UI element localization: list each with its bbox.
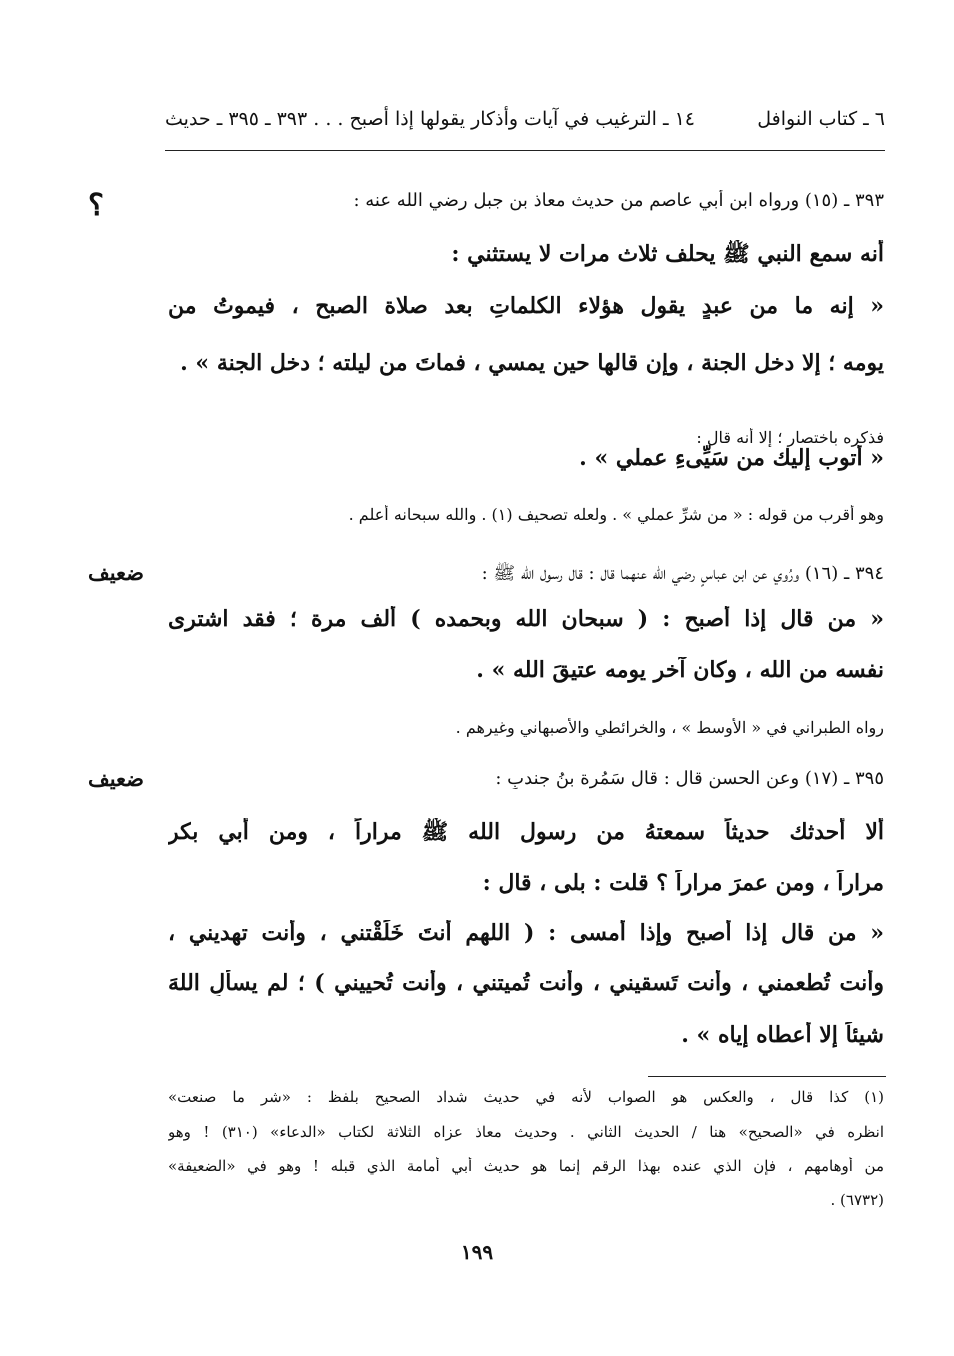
- header-section: ١٤ ـ الترغيب في آيات وأذكار يقولها إذا أصبح . . . ٣٩٣ ـ ٣٩٥ ـ حديث: [165, 108, 695, 130]
- hadith-393-line-2: « إنه ما من عبدٍ يقول هؤلاء الكلماتِ بعد صلاة الصبح ، فيموتُ من: [168, 293, 884, 319]
- margin-grade-394: ضعيف: [87, 560, 144, 585]
- header-divider: [165, 150, 885, 151]
- margin-question-mark: ؟: [88, 188, 104, 223]
- header-chapter: ٦ ـ كتاب النوافل: [757, 108, 885, 130]
- hadith-395-line-4: وأنت تُطعمني ، وأنت تَسقيني ، وأنت تُميتني ، وأنت تُحييني ) ؛ لم يسأَلِ اللهَ: [168, 970, 884, 996]
- hadith-394-line-1: « من قال إذا أَصبح : ( سبحان الله وبحمده ) ألف مرة ؛ فقد اشترى: [168, 606, 884, 632]
- footnote-line-1: (١) كذا قال ، والعكس هو الصواب لأنه في حديث شداد الصحيح بلفظ : «شر ما صنعت»: [168, 1088, 884, 1106]
- hadith-394-line-2: نفسه من الله ، وكان آخر يومه عتيقَ الله » .: [476, 657, 884, 683]
- footnote-line-2: انظره في «الصحيح» هنا / الحديث الثاني . وحديث معاذ عزاه الثلاثة لكتاب «الدعاء» (٣١٠) ! وهو: [168, 1123, 884, 1141]
- footnote-line-3: من أوهامهم ، فإن الذي عنده بهذا الرقم إنما هو حديث أبي أمامة الذي قبله ! وهو في «الضعيفة»: [168, 1157, 884, 1175]
- hadith-395-line-2: مراراً ، ومن عمرَ مراراً ؟ قلت : بلى ، قال :: [482, 870, 884, 896]
- footnote-divider: [648, 1076, 886, 1077]
- page-number: ١٩٩: [460, 1240, 494, 1264]
- hadith-395-line-3: « من قال إذا أصبح وإذا أمسى : ( اللهم أَنتَ خَلَقْتني ، وأَنت تهديني ،: [168, 920, 884, 946]
- hadith-393-note-2: وهو أقرب من قوله : « من شرِّ عملي » . ولعله تصحيف (١) . والله سبحانه أعلم .: [348, 505, 884, 524]
- hadith-393-note-1: فذكره باختصار ؛ إلا أنه قال :: [696, 428, 884, 447]
- hadith-393-intro: ٣٩٣ ـ (١٥) ورواه ابن أبي عاصم من حديث معاذ بن جبل رضي الله عنه :: [353, 190, 884, 211]
- hadith-393-line-3: يومه ؛ إلا دخل الجنة ، وإن قالها حين يمسي ، فماتَ من ليلته ؛ دخل الجنة » .: [180, 350, 884, 376]
- hadith-393-line-1: أنه سمع النبي ﷺ يحلف ثلاث مرات لا يستثني :: [451, 241, 884, 267]
- hadith-395-intro: ٣٩٥ ـ (١٧) وعن الحسن قال : قال سَمُرة بنُ جندبٍ :: [495, 768, 884, 789]
- running-header: [165, 104, 885, 140]
- margin-grade-395: ضعيف: [87, 766, 144, 791]
- footnote-line-4: (٦٧٣٢) .: [830, 1191, 884, 1209]
- hadith-395-line-1: ألا أحدثك حديثاً سمعتهُ من رسول الله ﷺ مراراً ، ومن أبي بكر: [168, 819, 884, 845]
- hadith-394-intro: ٣٩٤ ـ (١٦) ورُوي عن ابن عباسٍ رضي الله عنهما قال : قال رسول الله ﷺ :: [481, 563, 884, 584]
- hadith-393-quote: « أتوب إليك من سَيِّىءِ عملي » .: [579, 445, 884, 471]
- hadith-395-line-5: شيئاً إلا أَعطاه إياه » .: [681, 1022, 884, 1048]
- hadith-394-source: رواه الطبراني في « الأوسط » ، والخرائطي والأصبهاني وغيرهم .: [455, 718, 884, 737]
